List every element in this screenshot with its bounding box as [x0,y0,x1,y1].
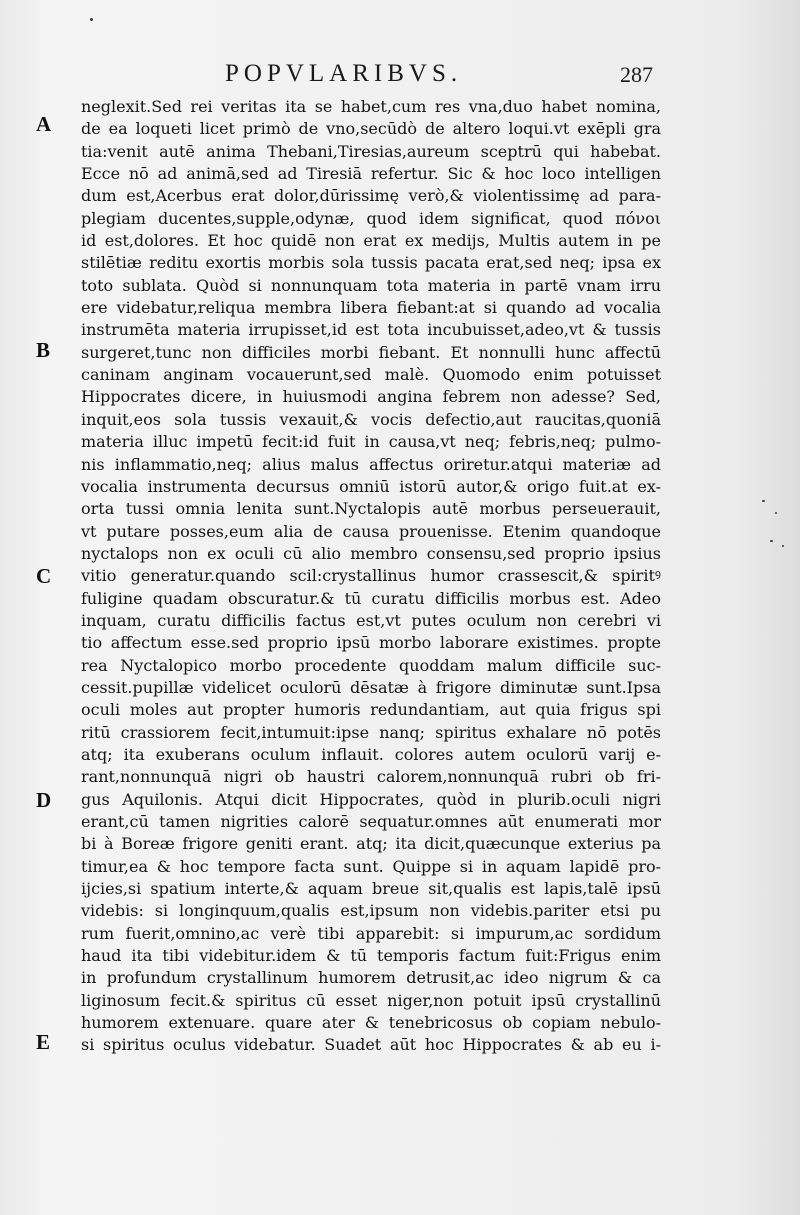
ink-speck [762,500,765,502]
text-line: dum est,Acerbus erat dolor,dūrissimę verò,& violentissimę ad para- [81,186,661,206]
ink-speck [770,540,773,542]
text-line: orta tussi omnia lenita sunt.Nyctalopis autē morbus perseuerauit, [81,499,661,519]
margin-letter-a: A [36,112,52,136]
text-line: rea Nyctalopico morbo procedente quoddam malum difficile suc- [81,655,661,675]
text-line: id est,dolores. Et hoc quidē non erat ex medijs, Multis autem in pe [81,231,661,251]
text-line: stilētiæ reditu exortis morbis sola tussis pacata erat,sed neq; ipsa ex [81,253,661,273]
text-line: nyctalops non ex oculi cū alio membro consensu,sed proprio ipsius [81,543,661,563]
text-line: cessit.pupillæ videlicet oculorū dēsatæ à frigore diminutæ sunt.Ipsa [81,677,661,697]
text-line: atq; ita exuberans oculum inflauit. colores autem oculorū varij e- [81,744,661,764]
text-line: materia illuc impetū fecit:id fuit in causa,vt neq; febris,neq; pulmo- [81,432,661,452]
ink-speck [90,18,93,21]
running-head: POPVLARIBVS. [225,60,463,87]
text-line: toto sublata. Quòd si nonnunquam tota materia in partē vnam irru [81,275,661,295]
text-line: humorem extenuare. quare ater & tenebricosus ob copiam nebulo- [81,1013,661,1033]
margin-letter-e: E [36,1030,51,1054]
text-line: tio affectum esse.sed proprio ipsū morbo laborare existimes. propte [81,633,661,653]
text-line: neglexit.Sed rei veritas ita se habet,cum res vna,duo habet nomina, [81,97,661,116]
text-line: haud ita tibi videbitur.idem & tū temporis factum fuit:Frigus enim [81,946,661,966]
text-line: videbis: si longinquum,qualis est,ipsum non videbis.pariter etsi pu [81,901,661,921]
text-line: Hippocrates dicere, in huiusmodi angina febrem non adesse? Sed, [81,387,661,407]
text-line: fuligine quadam obscuratur.& tū curatu difficilis morbus est. Adeo [81,588,661,608]
main-text-block [81,96,661,1057]
text-line: rum fuerit,omnino,ac verè tibi apparebit: si impurum,ac sordidum [81,923,661,943]
text-line: Ecce nō ad animā,sed ad Tiresiā refertur. Sic & hoc loco intelligen [81,164,661,184]
margin-letter-c: C [36,564,52,588]
text-line: instrumēta materia irrupisset,id est tota incubuisset,adeo,vt & tussis [81,320,661,340]
margin-letter-b: B [36,338,51,362]
margin-letter-d: D [36,788,52,812]
text-line: vitio generatur.quando scil:crystallinus humor crassescit,& spiritꝰ [81,566,661,586]
text-line: in profundum crystallinum humorem detrusit,ac ideo nigrum & ca [81,968,661,988]
text-line: gus Aquilonis. Atqui dicit Hippocrates, quòd in plurib.oculi nigri [81,789,661,809]
text-line: surgeret,tunc non difficiles morbi fiebant. Et nonnulli hunc affectū [81,342,661,362]
text-line: tia:venit autē anima Thebani,Tiresias,aureum sceptrū qui habebat. [81,141,661,161]
text-line: de ea loqueti licet primò de vno,secūdò de altero loqui.vt exēpli gra [81,119,661,139]
text-line: ijcies,si spatium interte,& aquam breue sit,qualis est lapis,talē ipsū [81,879,661,899]
text-line: timur,ea & hoc tempore facta sunt. Quippe si in aquam lapidē pro- [81,856,661,876]
ink-speck [775,512,777,514]
page-number: 287 [620,62,653,87]
text-line: inquit,eos sola tussis vexauit,& vocis defectio,aut raucitas,quoniā [81,409,661,429]
text-line: si spiritus oculus videbatur. Suadet aūt hoc Hippocrates & ab eu i- [81,1035,661,1055]
text-line: caninam anginam vocauerunt,sed malè. Quomodo enim potuisset [81,365,661,385]
text-line: nis inflammatio,neq; alius malus affectus oriretur.atqui materiæ ad [81,454,661,474]
text-line: ritū crassiorem fecit,intumuit:ipse nanq; spiritus exhalare nō potēs [81,722,661,742]
text-line: ere videbatur,reliqua membra libera fiebant:at si quando ad vocalia [81,298,661,318]
text-line: erant,cū tamen nigrities calorē sequatur.omnes aūt enumerati mor [81,812,661,831]
text-line: rant,nonnunquā nigri ob haustri calorem,nonnunquā rubri ob fri- [81,767,661,787]
text-line: vt putare posses,eum alia de causa prouenisse. Etenim quandoque [81,521,661,541]
ink-speck [782,545,784,547]
text-line: plegiam ducentes,supple,odynæ, quod idem significat, quod πόνοι [81,208,661,228]
text-line: bi à Boreæ frigore geniti erant. atq; ita dicit,quæcunque exterius pa [81,834,661,854]
text-line: vocalia instrumenta decursus omniū istorū autor,& origo fuit.at ex- [81,476,661,496]
text-line: oculi moles aut propter humoris redundantiam, aut quia frigus spi [81,700,661,720]
text-line: inquam, curatu difficilis factus est,vt putes oculum non cerebri vi [81,610,661,630]
text-line: liginosum fecit.& spiritus cū esset niger,non potuit ipsū crystallinū [81,990,661,1010]
